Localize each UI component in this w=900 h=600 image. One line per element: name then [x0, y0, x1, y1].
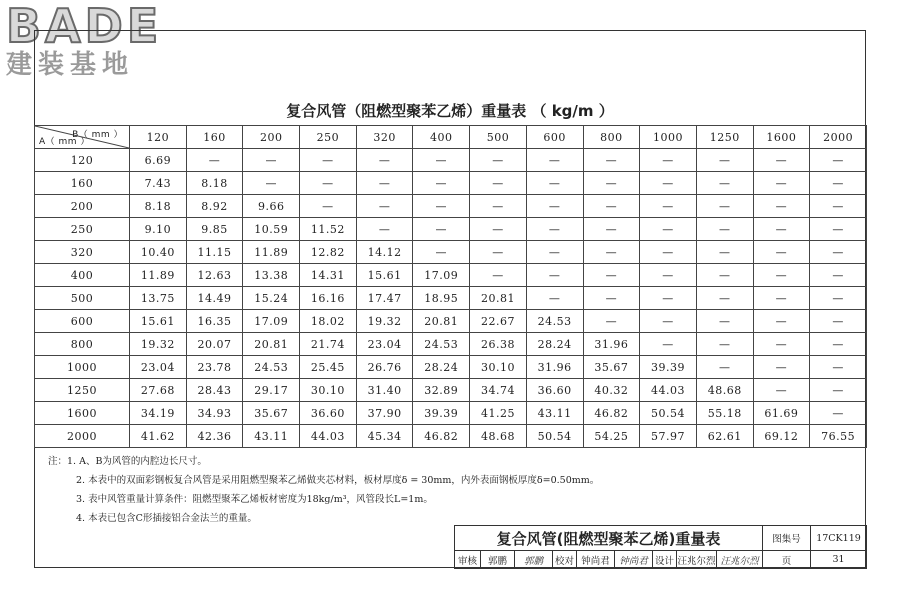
table-cell: — [583, 264, 640, 287]
designer-signature: 汪兆尔烈 [717, 551, 763, 569]
table-cell: — [810, 241, 867, 264]
logo-subtext: 建装基地 [6, 50, 135, 80]
table-cell: — [640, 195, 697, 218]
table-cell: — [753, 149, 810, 172]
title-block [454, 525, 867, 569]
table-cell: — [753, 195, 810, 218]
table-cell: 11.52 [300, 218, 357, 241]
table-cell: — [526, 172, 583, 195]
table-cell: 20.81 [413, 310, 470, 333]
table-cell: 50.54 [640, 402, 697, 425]
column-header: 1000 [640, 126, 697, 149]
table-row [35, 241, 867, 264]
table-cell: 30.10 [300, 379, 357, 402]
table-cell: — [583, 287, 640, 310]
table-cell: 14.49 [186, 287, 243, 310]
table-cell: 62.61 [696, 425, 753, 448]
table-cell: 14.12 [356, 241, 413, 264]
table-cell: — [810, 172, 867, 195]
table-cell: 69.12 [753, 425, 810, 448]
table-cell: 23.04 [356, 333, 413, 356]
row-header: 120 [35, 149, 130, 172]
table-cell: 11.89 [130, 264, 187, 287]
table-cell: 8.18 [130, 195, 187, 218]
table-cell: 35.67 [243, 402, 300, 425]
column-header: 120 [130, 126, 187, 149]
table-cell: — [696, 195, 753, 218]
table-row [35, 356, 867, 379]
table-cell: — [696, 241, 753, 264]
row-header: 1000 [35, 356, 130, 379]
row-header: 250 [35, 218, 130, 241]
table-cell: — [470, 172, 527, 195]
table-row [35, 172, 867, 195]
table-cell: — [753, 333, 810, 356]
table-cell: 25.45 [300, 356, 357, 379]
table-cell: 61.69 [753, 402, 810, 425]
table-cell: 32.89 [413, 379, 470, 402]
table-cell: 30.10 [470, 356, 527, 379]
table-cell: 39.39 [640, 356, 697, 379]
table-cell: 34.93 [186, 402, 243, 425]
table-cell: — [753, 241, 810, 264]
table-cell: — [696, 356, 753, 379]
checker-name: 钟尚君 [577, 551, 615, 569]
table-cell: — [583, 241, 640, 264]
table-cell: 28.24 [526, 333, 583, 356]
table-cell: — [810, 402, 867, 425]
table-cell: 19.32 [130, 333, 187, 356]
table-cell: 76.55 [810, 425, 867, 448]
table-cell: 18.02 [300, 310, 357, 333]
table-cell: — [810, 379, 867, 402]
table-cell: 7.43 [130, 172, 187, 195]
table-cell: 40.32 [583, 379, 640, 402]
table-cell: 11.15 [186, 241, 243, 264]
note-3: 3. 表中风管重量计算条件：阻燃型聚苯乙烯板材密度为18kg/m³，风管段长L=1m。 [76, 494, 433, 505]
table-cell: — [413, 149, 470, 172]
table-cell: 20.81 [470, 287, 527, 310]
note-4: 4. 本表已包含C形插接铝合金法兰的重量。 [76, 513, 257, 524]
table-cell: 44.03 [640, 379, 697, 402]
notes [48, 452, 599, 528]
table-cell: 29.17 [243, 379, 300, 402]
table-cell: 48.68 [696, 379, 753, 402]
designer-name: 汪兆尔烈 [677, 551, 717, 569]
page-number: 31 [811, 551, 867, 569]
table-cell: — [470, 241, 527, 264]
column-header: 400 [413, 126, 470, 149]
table-cell: — [640, 310, 697, 333]
column-header: 600 [526, 126, 583, 149]
table-cell: — [810, 218, 867, 241]
column-header: 250 [300, 126, 357, 149]
table-cell: 15.24 [243, 287, 300, 310]
table-cell: 37.90 [356, 402, 413, 425]
row-header: 2000 [35, 425, 130, 448]
titleblock-title: 复合风管(阻燃型聚苯乙烯)重量表 [455, 526, 763, 551]
table-cell: 57.97 [640, 425, 697, 448]
table-cell: 23.78 [186, 356, 243, 379]
table-cell: 20.07 [186, 333, 243, 356]
table-cell: — [810, 149, 867, 172]
table-cell: — [300, 195, 357, 218]
row-header: 500 [35, 287, 130, 310]
row-header: 600 [35, 310, 130, 333]
checker-signature: 钟尚君 [615, 551, 653, 569]
table-cell: 15.61 [356, 264, 413, 287]
table-cell: 36.60 [526, 379, 583, 402]
row-header: 400 [35, 264, 130, 287]
table-row [35, 264, 867, 287]
table-cell: 41.25 [470, 402, 527, 425]
table-cell: — [356, 218, 413, 241]
table-cell: — [640, 264, 697, 287]
table-cell: 26.76 [356, 356, 413, 379]
table-cell: — [696, 172, 753, 195]
reviewer-signature: 郭鹏 [515, 551, 553, 569]
table-cell: — [526, 241, 583, 264]
column-header: 2000 [810, 126, 867, 149]
table-cell: 28.43 [186, 379, 243, 402]
table-cell: — [753, 379, 810, 402]
table-cell: — [640, 333, 697, 356]
table-cell: 9.66 [243, 195, 300, 218]
table-cell: — [753, 356, 810, 379]
design-label: 设计 [653, 551, 677, 569]
table-cell: — [356, 195, 413, 218]
corner-b-label: B（ mm ） [72, 130, 123, 140]
table-cell: — [470, 264, 527, 287]
table-cell: — [356, 149, 413, 172]
table-cell: 10.40 [130, 241, 187, 264]
column-header: 200 [243, 126, 300, 149]
table-cell: — [300, 149, 357, 172]
table-cell: — [810, 310, 867, 333]
column-header: 320 [356, 126, 413, 149]
table-cell: — [753, 218, 810, 241]
table-cell: 46.82 [413, 425, 470, 448]
table-cell: 9.10 [130, 218, 187, 241]
table-cell: 14.31 [300, 264, 357, 287]
table-cell: 44.03 [300, 425, 357, 448]
table-cell: — [413, 218, 470, 241]
table-cell: 43.11 [526, 402, 583, 425]
table-cell: — [356, 172, 413, 195]
table-cell: 22.67 [470, 310, 527, 333]
table-cell: — [640, 241, 697, 264]
table-cell: 48.68 [470, 425, 527, 448]
table-cell: 17.09 [243, 310, 300, 333]
table-row [35, 425, 867, 448]
table-cell: — [243, 172, 300, 195]
table-cell: 11.89 [243, 241, 300, 264]
table-cell: 31.96 [583, 333, 640, 356]
table-cell: — [470, 149, 527, 172]
row-header: 320 [35, 241, 130, 264]
table-row [35, 333, 867, 356]
table-cell: — [413, 172, 470, 195]
table-cell: 34.74 [470, 379, 527, 402]
table-cell: — [810, 333, 867, 356]
table-cell: — [526, 218, 583, 241]
table-cell: — [640, 287, 697, 310]
table-cell: 43.11 [243, 425, 300, 448]
table-title: 复合风管（阻燃型聚苯乙烯）重量表 （ kg/m ） [286, 102, 614, 120]
table-cell: — [413, 195, 470, 218]
table-cell: 26.38 [470, 333, 527, 356]
table-cell: 21.74 [300, 333, 357, 356]
table-row [35, 287, 867, 310]
table-cell: — [696, 218, 753, 241]
table-cell: — [583, 172, 640, 195]
table-cell: 15.61 [130, 310, 187, 333]
table-cell: 16.35 [186, 310, 243, 333]
table-cell: 24.53 [243, 356, 300, 379]
table-cell: — [696, 333, 753, 356]
table-cell: — [810, 264, 867, 287]
table-cell: — [583, 310, 640, 333]
table-cell: — [583, 149, 640, 172]
table-cell: 16.16 [300, 287, 357, 310]
page-label: 页 [763, 551, 811, 569]
table-cell: 17.09 [413, 264, 470, 287]
table-cell: 19.32 [356, 310, 413, 333]
table-cell: 10.59 [243, 218, 300, 241]
column-header: 1250 [696, 126, 753, 149]
table-cell: 27.68 [130, 379, 187, 402]
table-cell: — [696, 149, 753, 172]
table-cell: 39.39 [413, 402, 470, 425]
table-cell: — [243, 149, 300, 172]
table-row [35, 379, 867, 402]
table-cell: — [753, 264, 810, 287]
table-cell: — [470, 218, 527, 241]
row-header: 1600 [35, 402, 130, 425]
table-cell: 20.81 [243, 333, 300, 356]
table-cell: 50.54 [526, 425, 583, 448]
table-cell: — [753, 310, 810, 333]
table-cell: 12.82 [300, 241, 357, 264]
table-cell: 24.53 [413, 333, 470, 356]
row-header: 160 [35, 172, 130, 195]
table-row [35, 149, 867, 172]
table-cell: 24.53 [526, 310, 583, 333]
table-cell: — [810, 287, 867, 310]
table-cell: 31.96 [526, 356, 583, 379]
table-cell: 42.36 [186, 425, 243, 448]
table-cell: 8.92 [186, 195, 243, 218]
table-cell: 6.69 [130, 149, 187, 172]
table-cell: — [696, 287, 753, 310]
table-cell: 31.40 [356, 379, 413, 402]
table-cell: 35.67 [583, 356, 640, 379]
table-cell: — [640, 149, 697, 172]
table-cell: 34.19 [130, 402, 187, 425]
table-cell: 36.60 [300, 402, 357, 425]
table-cell: 41.62 [130, 425, 187, 448]
table-cell: — [526, 195, 583, 218]
column-header: 800 [583, 126, 640, 149]
table-cell: 23.04 [130, 356, 187, 379]
row-header: 1250 [35, 379, 130, 402]
table-cell: — [640, 172, 697, 195]
table-cell: — [526, 149, 583, 172]
table-cell: 45.34 [356, 425, 413, 448]
table-cell: — [526, 264, 583, 287]
table-cell: — [753, 287, 810, 310]
table-cell: 17.47 [356, 287, 413, 310]
column-header: 160 [186, 126, 243, 149]
note-1: 注：1. A、B为风管的内腔边长尺寸。 [48, 456, 207, 467]
logo-text: BADE [6, 0, 163, 53]
reviewer-name: 郭鹏 [481, 551, 515, 569]
table-row [35, 310, 867, 333]
review-label: 审核 [455, 551, 481, 569]
table-cell: — [810, 356, 867, 379]
table-cell: — [583, 218, 640, 241]
table-cell: — [640, 218, 697, 241]
table-cell: — [300, 172, 357, 195]
table-cell: — [186, 149, 243, 172]
table-cell: 46.82 [583, 402, 640, 425]
atlas-label: 图集号 [763, 526, 811, 551]
table-row [35, 218, 867, 241]
table-cell: 12.63 [186, 264, 243, 287]
column-header: 1600 [753, 126, 810, 149]
table-row [35, 195, 867, 218]
table-cell: — [810, 195, 867, 218]
note-2: 2. 本表中的双面彩钢板复合风管是采用阻燃型聚苯乙烯做夹芯材料，板材厚度δ = 30mm，内外表面钢板厚度δ=0.50mm。 [76, 475, 600, 486]
table-cell: 8.18 [186, 172, 243, 195]
table-cell: 28.24 [413, 356, 470, 379]
table-cell: 55.18 [696, 402, 753, 425]
table-cell: — [470, 195, 527, 218]
table-cell: — [583, 195, 640, 218]
column-header: 500 [470, 126, 527, 149]
table-cell: — [526, 287, 583, 310]
corner-header [35, 126, 130, 149]
corner-a-label: A（ mm ） [39, 137, 90, 147]
table-cell: — [696, 310, 753, 333]
table-row [35, 402, 867, 425]
table-cell: 54.25 [583, 425, 640, 448]
table-cell: — [696, 264, 753, 287]
table-cell: 13.38 [243, 264, 300, 287]
table-cell: — [413, 241, 470, 264]
check-label: 校对 [553, 551, 577, 569]
row-header: 800 [35, 333, 130, 356]
table-cell: 18.95 [413, 287, 470, 310]
table-cell: 9.85 [186, 218, 243, 241]
table-cell: — [753, 172, 810, 195]
row-header: 200 [35, 195, 130, 218]
weight-table [34, 125, 867, 448]
table-cell: 13.75 [130, 287, 187, 310]
atlas-number: 17CK119 [811, 526, 867, 551]
